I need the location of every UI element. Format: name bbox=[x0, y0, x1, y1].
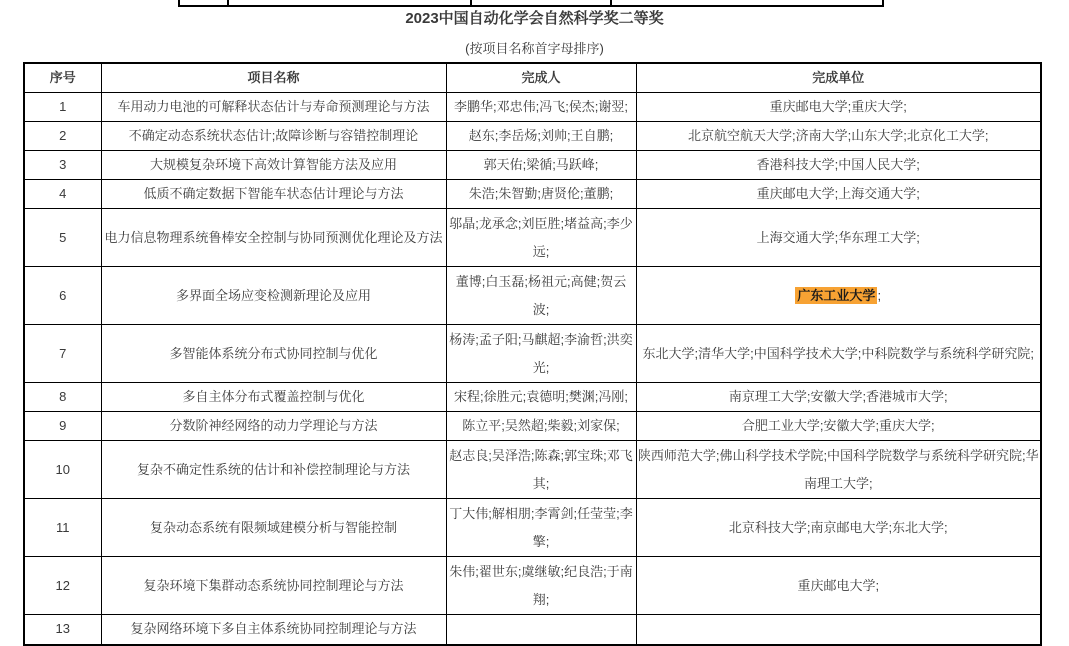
row-no-cell: 7 bbox=[24, 325, 101, 383]
table-fragment-vline bbox=[882, 0, 884, 7]
table-row bbox=[24, 93, 1041, 122]
awards-table-body bbox=[24, 93, 1041, 645]
units-cell: 合肥工业大学;安徽大学;重庆大学; bbox=[636, 412, 1041, 441]
row-no-cell: 12 bbox=[24, 557, 101, 615]
project-name-cell: 复杂网络环境下多自主体系统协同控制理论与方法 bbox=[101, 615, 446, 645]
completers-cell: 郭天佑;梁循;马跃峰; bbox=[446, 151, 636, 180]
awards-table bbox=[23, 62, 1042, 646]
completers-cell: 丁大伟;解相朋;李霄剑;任莹莹;李擎; bbox=[446, 499, 636, 557]
row-no-cell: 8 bbox=[24, 383, 101, 412]
row-no-cell: 6 bbox=[24, 267, 101, 325]
table-row bbox=[24, 209, 1041, 267]
row-no-cell: 1 bbox=[24, 93, 101, 122]
table-row bbox=[24, 267, 1041, 325]
table-header-row bbox=[24, 63, 1041, 93]
project-name-cell: 多智能体系统分布式协同控制与优化 bbox=[101, 325, 446, 383]
units-cell: 北京航空航天大学;济南大学;山东大学;北京化工大学; bbox=[636, 122, 1041, 151]
row-no-cell: 11 bbox=[24, 499, 101, 557]
units-cell: 重庆邮电大学; bbox=[636, 557, 1041, 615]
completers-cell: 赵志良;吴泽浩;陈森;郭宝珠;邓飞其; bbox=[446, 441, 636, 499]
project-name-cell: 多界面全场应变检测新理论及应用 bbox=[101, 267, 446, 325]
row-no-cell: 4 bbox=[24, 180, 101, 209]
units-cell bbox=[636, 615, 1041, 645]
completers-cell: 李鹏华;邓忠伟;冯飞;侯杰;谢翌; bbox=[446, 93, 636, 122]
project-name-cell: 电力信息物理系统鲁棒安全控制与协同预测优化理论及方法 bbox=[101, 209, 446, 267]
table-row bbox=[24, 383, 1041, 412]
column-header-no: 序号 bbox=[24, 63, 101, 93]
project-name-cell: 复杂不确定性系统的估计和补偿控制理论与方法 bbox=[101, 441, 446, 499]
project-name-cell: 复杂环境下集群动态系统协同控制理论与方法 bbox=[101, 557, 446, 615]
project-name-cell: 复杂动态系统有限频域建模分析与智能控制 bbox=[101, 499, 446, 557]
project-name-cell: 低质不确定数据下智能车状态估计理论与方法 bbox=[101, 180, 446, 209]
completers-cell: 赵东;李岳炀;刘帅;王自鹏; bbox=[446, 122, 636, 151]
units-cell: 北京科技大学;南京邮电大学;东北大学; bbox=[636, 499, 1041, 557]
units-rest: ; bbox=[877, 287, 882, 303]
completers-cell: 董博;白玉磊;杨祖元;高健;贺云波; bbox=[446, 267, 636, 325]
completers-cell: 朱伟;翟世东;虞继敏;纪良浩;于南翔; bbox=[446, 557, 636, 615]
table-row bbox=[24, 180, 1041, 209]
project-name-cell: 不确定动态系统状态估计;故障诊断与容错控制理论 bbox=[101, 122, 446, 151]
units-cell: 陕西师范大学;佛山科学技术学院;中国科学院数学与系统科学研究院;华南理工大学; bbox=[636, 441, 1041, 499]
completers-cell: 朱浩;朱智勤;唐贤伦;董鹏; bbox=[446, 180, 636, 209]
units-cell: 香港科技大学;中国人民大学; bbox=[636, 151, 1041, 180]
table-row bbox=[24, 615, 1041, 645]
table-row bbox=[24, 122, 1041, 151]
project-name-cell: 车用动力电池的可解释状态估计与寿命预测理论与方法 bbox=[101, 93, 446, 122]
row-no-cell: 5 bbox=[24, 209, 101, 267]
completers-cell: 邬晶;龙承念;刘臣胜;堵益高;李少远; bbox=[446, 209, 636, 267]
page-title: 2023中国自动化学会自然科学奖二等奖 bbox=[405, 10, 664, 27]
row-no-cell: 3 bbox=[24, 151, 101, 180]
completers-cell: 宋程;徐胜元;袁德明;樊渊;冯刚; bbox=[446, 383, 636, 412]
project-name-cell: 分数阶神经网络的动力学理论与方法 bbox=[101, 412, 446, 441]
project-name-cell: 多自主体分布式覆盖控制与优化 bbox=[101, 383, 446, 412]
units-cell: 南京理工大学;安徽大学;香港城市大学; bbox=[636, 383, 1041, 412]
table-fragment-vline bbox=[227, 0, 229, 7]
row-no-cell: 2 bbox=[24, 122, 101, 151]
units-cell: 上海交通大学;华东理工大学; bbox=[636, 209, 1041, 267]
table-row bbox=[24, 151, 1041, 180]
completers-cell: 杨涛;孟子阳;马麒超;李渝哲;洪奕光; bbox=[446, 325, 636, 383]
column-header-completers: 完成人 bbox=[446, 63, 636, 93]
units-cell: 重庆邮电大学;重庆大学; bbox=[636, 93, 1041, 122]
units-cell: 东北大学;清华大学;中国科学技术大学;中科院数学与系统科学研究院; bbox=[636, 325, 1041, 383]
row-no-cell: 13 bbox=[24, 615, 101, 645]
column-header-units: 完成单位 bbox=[636, 63, 1041, 93]
table-fragment-vline bbox=[178, 0, 180, 7]
units-cell: 重庆邮电大学;上海交通大学; bbox=[636, 180, 1041, 209]
table-row bbox=[24, 325, 1041, 383]
table-row bbox=[24, 441, 1041, 499]
page-subtitle: (按项目名称首字母排序) bbox=[465, 41, 604, 56]
project-name-cell: 大规模复杂环境下高效计算智能方法及应用 bbox=[101, 151, 446, 180]
table-row bbox=[24, 412, 1041, 441]
table-fragment-vline bbox=[610, 0, 612, 7]
completers-cell: 陈立平;吴然超;柴毅;刘家保; bbox=[446, 412, 636, 441]
table-row bbox=[24, 499, 1041, 557]
table-row bbox=[24, 557, 1041, 615]
highlighted-unit: 广东工业大学 bbox=[797, 287, 876, 303]
units-cell bbox=[636, 267, 1041, 325]
row-no-cell: 10 bbox=[24, 441, 101, 499]
row-no-cell: 9 bbox=[24, 412, 101, 441]
table-fragment-vline bbox=[470, 0, 472, 7]
column-header-project: 项目名称 bbox=[101, 63, 446, 93]
completers-cell bbox=[446, 615, 636, 645]
